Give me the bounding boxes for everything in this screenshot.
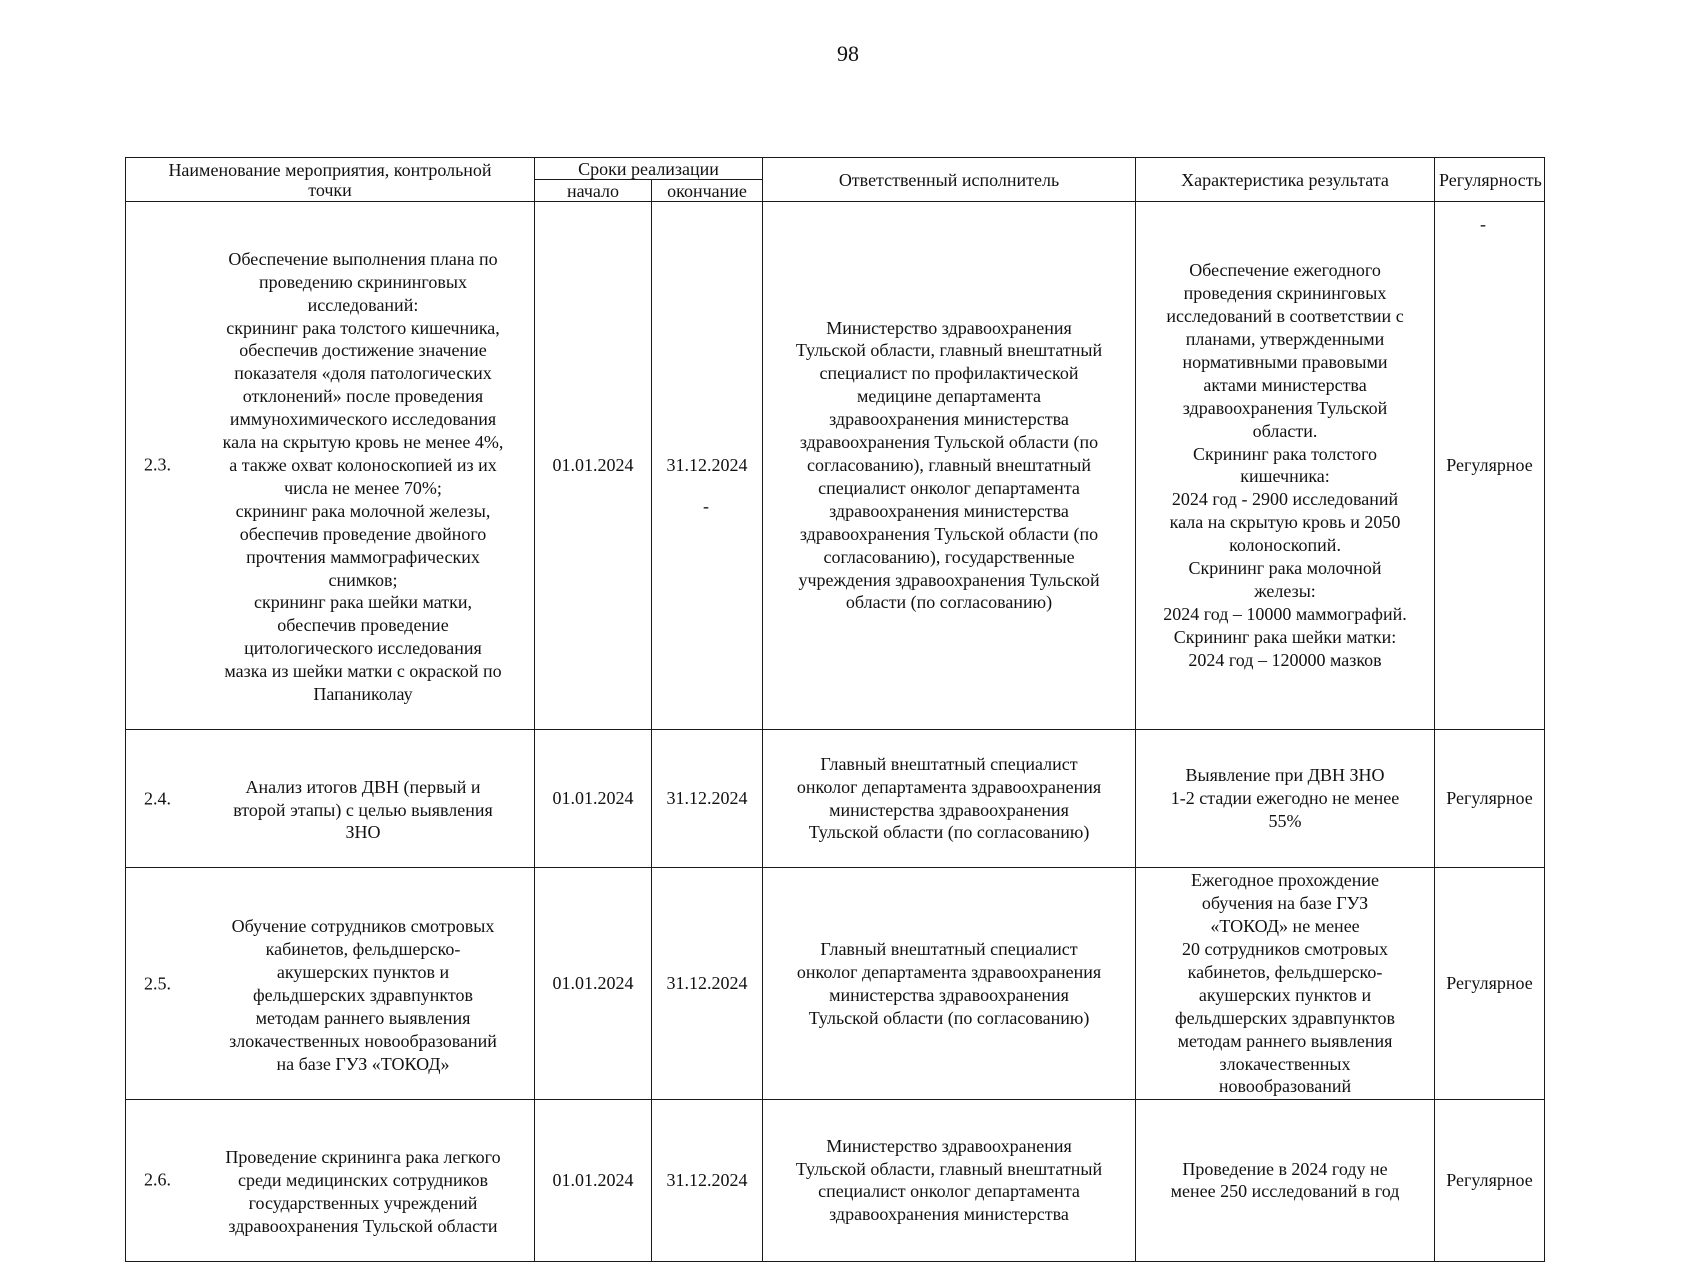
executor: Главный внештатный специалист онколог департамента здравоохранения министерства здравоохранения Тульской области (по согласованию) [763,868,1136,1100]
result-description: Выявление при ДВН ЗНО 1-2 стадии ежегодно не менее 55% [1136,729,1435,867]
table-header [126,158,1545,202]
activity-cell [126,868,535,1100]
table-row [126,202,1545,730]
row-number: 2.3. [144,454,171,475]
end-date: 31.12.2024 [652,868,763,1100]
activities-table [125,157,1545,1262]
header-end: окончание [652,180,763,202]
table-row [126,868,1545,1100]
regularity: Регулярное [1435,1100,1545,1261]
header-regularity: Регулярность [1435,158,1545,202]
start-date: 01.01.2024 [535,1100,652,1261]
header-start: начало [535,180,652,202]
activity-name: Проведение скрининга рака легкого среди медицинских сотрудников государственных учреждений здравоохранения Тульской области [225,1147,501,1236]
start-date: 01.01.2024 [535,868,652,1100]
executor: Главный внештатный специалист онколог департамента здравоохранения министерства здравоохранения Тульской области (по согласованию) [763,729,1136,867]
result-description: Проведение в 2024 году не менее 250 исследований в год [1136,1100,1435,1261]
header-executor: Ответственный исполнитель [763,158,1136,202]
executor: Министерство здравоохранения Тульской области, главный внештатный специалист онколог департамента здравоохранения министерства [763,1100,1136,1261]
table-row [126,1100,1545,1261]
end-date: 31.12.2024 [652,1100,763,1261]
regularity: Регулярное [1435,202,1545,730]
activity-name: Обеспечение выполнения плана по проведению скрининговых исследований: скрининг рака толстого кишечника, обеспечив достижение значение показателя «доля патологических отклонений» после проведения иммунохимического исследования кала на скрытую кровь не менее 4%, а также охват колоноскопией из их числа не менее 70%; скрининг рака молочной железы, обеспечив проведение двойного прочтения маммографических снимков; скрининг рака шейки матки, обеспечив проведение цитологического исследования мазка из шейки матки с окраской по Папаниколау [222,248,504,705]
regularity: Регулярное [1435,868,1545,1100]
row-number: 2.5. [144,973,171,994]
result-description: Обеспечение ежегодного проведения скрининговых исследований в соответствии с планами, утвержденными нормативными правовыми актами министерства здравоохранения Тульской области. Скрининг рака толстого кишечника: 2024 год - 2900 исследований кала на скрытую кровь и 2050 колоноскопий. Скрининг рака молочной железы: 2024 год – 10000 маммографий. Скрининг рака шейки матки: 2024 год – 120000 мазков [1136,202,1435,730]
activity-cell [126,729,535,867]
activity-cell [126,202,535,730]
scan-mark: - [703,496,709,516]
header-result: Характеристика результата [1136,158,1435,202]
end-date: 31.12.2024 [652,729,763,867]
result-description: Ежегодное прохождение обучения на базе ГУЗ «ТОКОД» не менее 20 сотрудников смотровых кабинетов, фельдшерско- акушерских пунктов и фельдшерских здравпунктов методам раннего выявления злокачественных новообразований [1136,868,1435,1100]
start-date: 01.01.2024 [535,729,652,867]
page-number: 98 [837,41,859,66]
header-deadlines: Сроки реализации [535,158,763,180]
activity-name: Анализ итогов ДВН (первый и второй этапы) с целью выявления ЗНО [233,776,493,843]
header-name: Наименование мероприятия, контрольной точки [126,158,535,202]
activity-cell [126,1100,535,1261]
scan-mark: - [1480,214,1486,234]
executor: Министерство здравоохранения Тульской области, главный внештатный специалист по профилактической медицине департамента здравоохранения министерства здравоохранения Тульской области (по согласованию), главный внештатный специалист онколог департамента здравоохранения министерства здравоохранения Тульской области (по согласованию), государственные учреждения здравоохранения Тульской области (по согласованию) [763,202,1136,730]
row-number: 2.4. [144,788,171,809]
start-date: 01.01.2024 [535,202,652,730]
row-number: 2.6. [144,1170,171,1190]
activity-name: Обучение сотрудников смотровых кабинетов, фельдшерско- акушерских пунктов и фельдшерских здравпунктов методам раннего выявления злокачественных новообразований на базе ГУЗ «ТОКОД» [229,916,497,1074]
table-row [126,729,1545,867]
end-date: 31.12.2024 [652,202,763,730]
regularity: Регулярное [1435,729,1545,867]
